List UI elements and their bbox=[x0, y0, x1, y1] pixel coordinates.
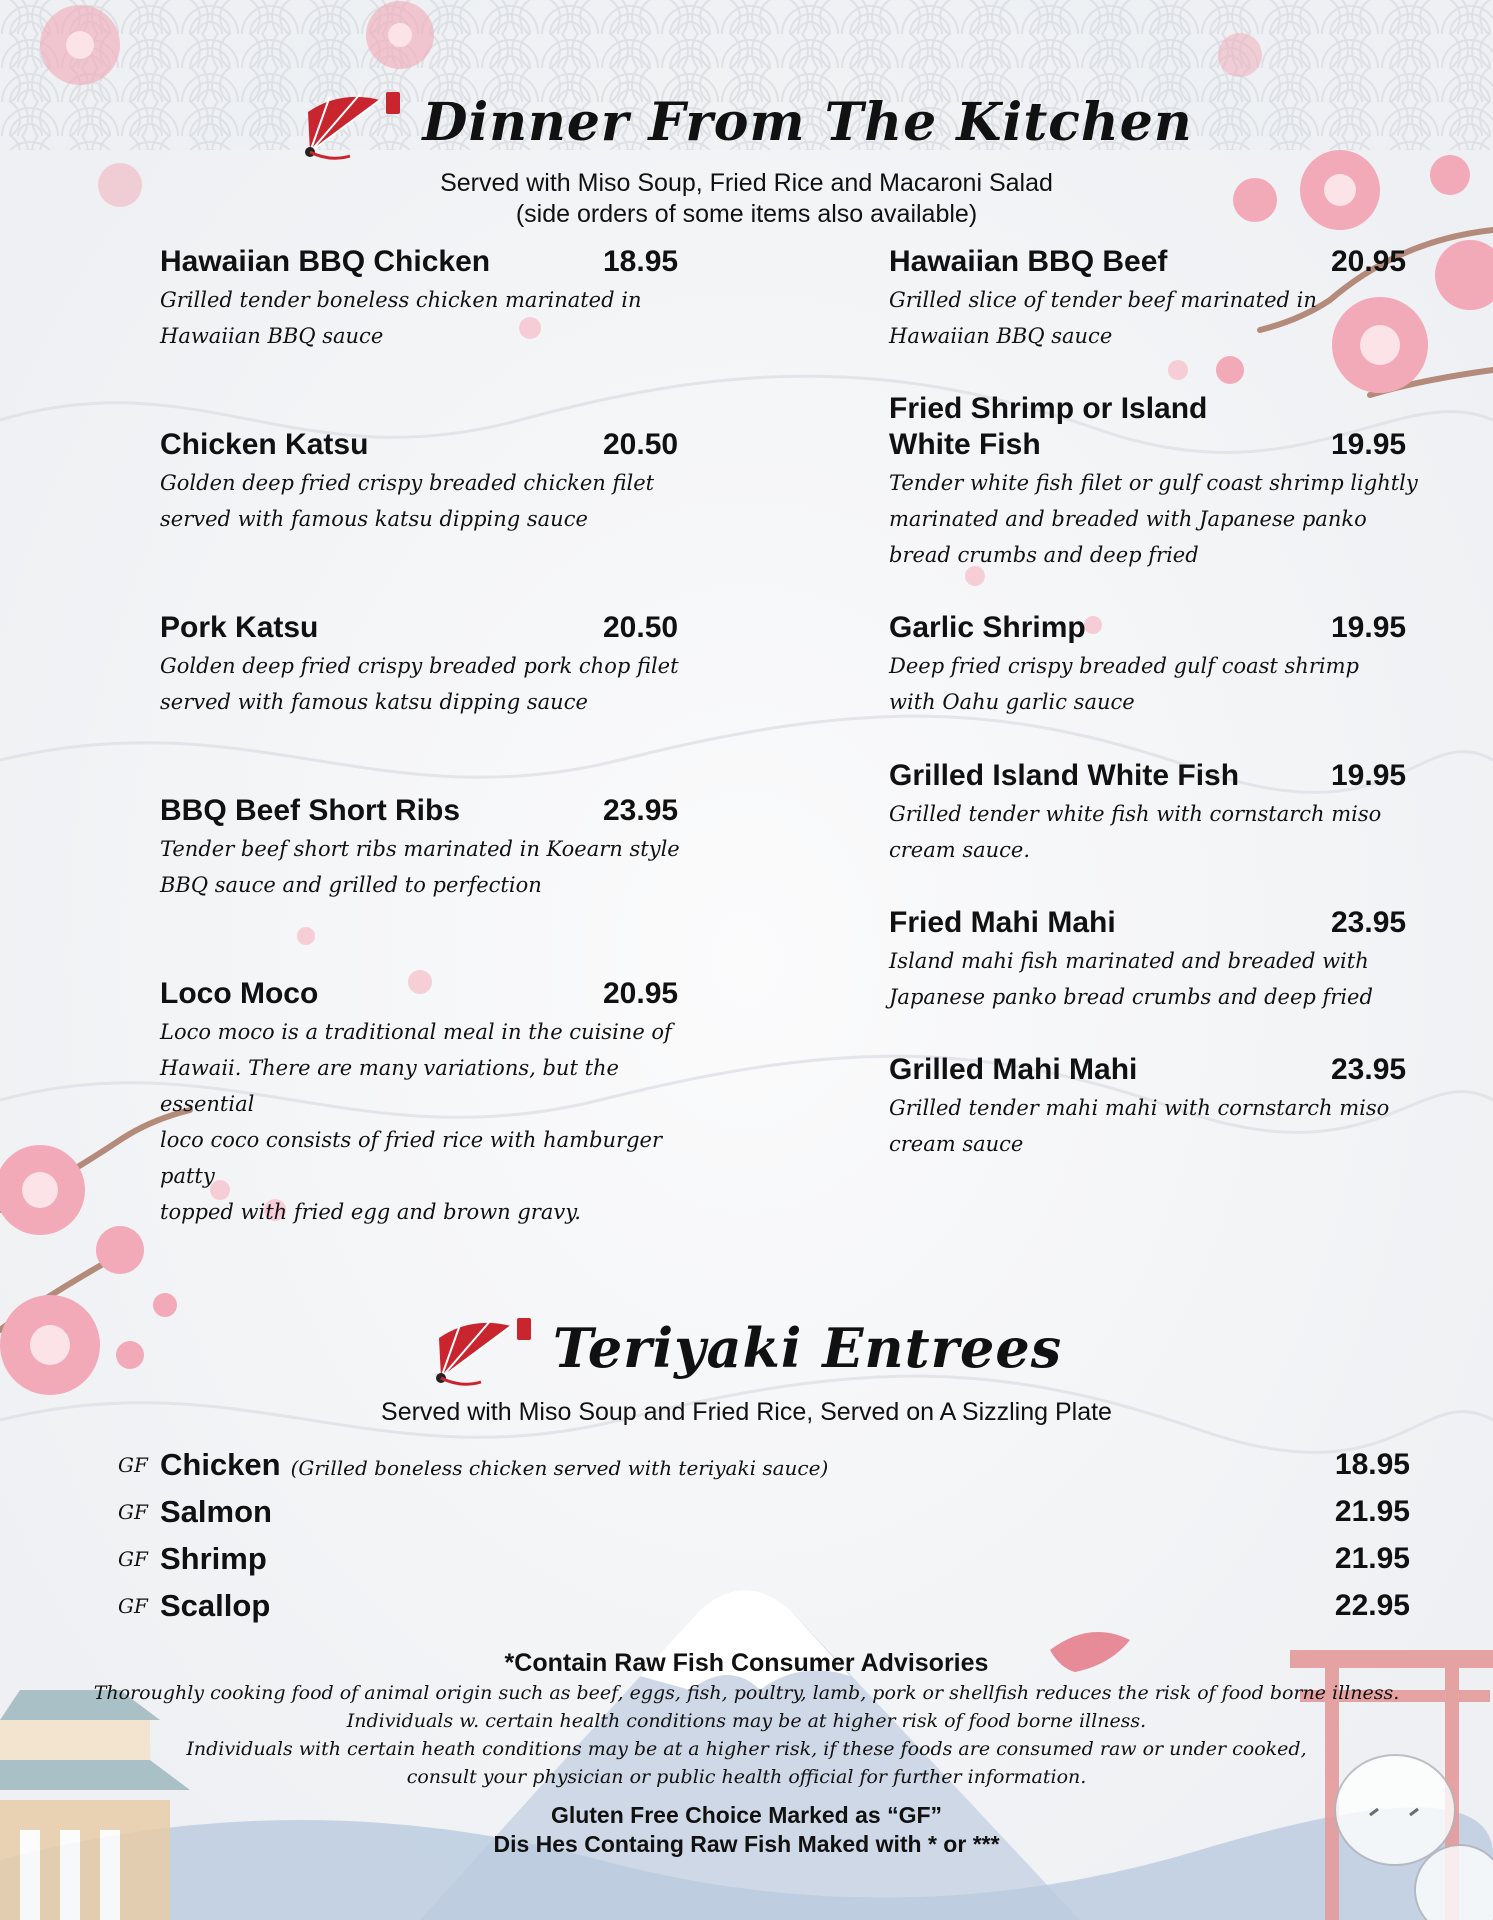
item-name-line-2: White Fish bbox=[889, 428, 1041, 461]
gf-badge: GF bbox=[118, 1547, 148, 1571]
desc-line: bread crumbs and deep fried bbox=[889, 543, 1199, 567]
menu-item bbox=[889, 610, 1409, 720]
item-description bbox=[889, 648, 1409, 720]
item-description bbox=[160, 648, 680, 720]
kitchen-title-text: Dinner From The Kitchen bbox=[422, 92, 1193, 153]
kitchen-subtitle-line-1: Served with Miso Soup, Fried Rice and Macaroni Salad bbox=[440, 169, 1053, 197]
teriyaki-item-note: (Grilled boneless chicken served with teriyaki sauce) bbox=[290, 1456, 829, 1480]
item-price: 19.95 bbox=[1331, 611, 1407, 644]
item-name: Pork Katsu bbox=[160, 611, 319, 644]
teriyaki-item-name: Shrimp bbox=[160, 1541, 267, 1576]
fan-icon bbox=[300, 92, 404, 162]
item-name: Fried Mahi Mahi bbox=[889, 906, 1116, 939]
item-price: 23.95 bbox=[603, 794, 679, 827]
item-price: 23.95 bbox=[1331, 906, 1407, 939]
desc-line: Golden deep fried crispy breaded chicken filet bbox=[160, 471, 655, 495]
item-name: Grilled Island White Fish bbox=[889, 759, 1240, 792]
item-description bbox=[889, 282, 1409, 354]
menu-item bbox=[160, 793, 680, 903]
desc-line: cream sauce bbox=[889, 1132, 1024, 1156]
teriyaki-item-price: 22.95 bbox=[1334, 1589, 1410, 1622]
desc-line: Hawaii. There are many variations, but the essential bbox=[160, 1056, 619, 1116]
kitchen-subtitle bbox=[0, 168, 1493, 230]
desc-line: Golden deep fried crispy breaded pork chop filet bbox=[160, 654, 679, 678]
teriyaki-item-price: 21.95 bbox=[1334, 1542, 1410, 1575]
fan-icon bbox=[431, 1318, 535, 1388]
item-price: 20.50 bbox=[603, 428, 679, 461]
item-name: Hawaiian BBQ Chicken bbox=[160, 245, 491, 278]
desc-line: Tender white fish filet or gulf coast shrimp lightly bbox=[889, 471, 1418, 495]
teriyaki-item-name: Salmon bbox=[160, 1494, 272, 1529]
teriyaki-item-name bbox=[160, 1445, 828, 1488]
item-price: 19.95 bbox=[1331, 759, 1407, 792]
desc-line: Grilled tender white fish with cornstarch miso bbox=[889, 802, 1382, 826]
menu-item bbox=[160, 427, 680, 537]
menu-item bbox=[889, 905, 1409, 1015]
item-price: 20.50 bbox=[603, 611, 679, 644]
gf-badge: GF bbox=[118, 1453, 148, 1477]
menu-item bbox=[889, 1052, 1409, 1162]
advisory-block bbox=[0, 1647, 1493, 1859]
item-name: BBQ Beef Short Ribs bbox=[160, 794, 461, 827]
desc-line: with Oahu garlic sauce bbox=[889, 690, 1135, 714]
item-name: Loco Moco bbox=[160, 977, 319, 1010]
menu-item bbox=[889, 758, 1409, 868]
teriyaki-item-name: Scallop bbox=[160, 1588, 271, 1623]
gf-note: Gluten Free Choice Marked as “GF” bbox=[550, 1802, 943, 1828]
item-name: Chicken Katsu bbox=[160, 428, 369, 461]
menu-item bbox=[160, 976, 700, 1230]
advisory-line: Thoroughly cooking food of animal origin such as beef, eggs, fish, poultry, lamb, pork or shellfish reduces the risk of food borne illness. bbox=[93, 1682, 1400, 1704]
item-name: Grilled Mahi Mahi bbox=[889, 1053, 1138, 1086]
gf-badge: GF bbox=[118, 1500, 148, 1524]
teriyaki-subtitle: Served with Miso Soup and Fried Rice, Served on A Sizzling Plate bbox=[381, 1398, 1112, 1426]
item-description bbox=[160, 282, 680, 354]
advisory-line: Individuals w. certain health conditions may be at higher risk of food borne illness. bbox=[346, 1710, 1147, 1732]
menu-item bbox=[889, 391, 1419, 573]
item-price: 19.95 bbox=[1331, 428, 1407, 461]
advisory-title: *Contain Raw Fish Consumer Advisories bbox=[504, 1649, 989, 1677]
item-description bbox=[160, 831, 680, 903]
desc-line: cream sauce. bbox=[889, 838, 1031, 862]
desc-line: Loco moco is a traditional meal in the cuisine of bbox=[160, 1020, 672, 1044]
item-description bbox=[889, 943, 1409, 1015]
item-price: 23.95 bbox=[1331, 1053, 1407, 1086]
teriyaki-item bbox=[118, 1539, 1410, 1583]
item-price: 20.95 bbox=[1331, 245, 1407, 278]
desc-line: Japanese panko bread crumbs and deep fried bbox=[889, 985, 1373, 1009]
menu-item bbox=[160, 244, 680, 354]
gf-badge: GF bbox=[118, 1594, 148, 1618]
teriyaki-item-price: 21.95 bbox=[1334, 1495, 1410, 1528]
desc-line: Island mahi fish marinated and breaded with bbox=[889, 949, 1369, 973]
teriyaki-item bbox=[118, 1492, 1410, 1536]
kitchen-subtitle-line-2: (side orders of some items also available) bbox=[515, 200, 978, 228]
raw-fish-note: Dis Hes Containg Raw Fish Maked with * or *** bbox=[493, 1831, 1000, 1857]
desc-line: served with famous katsu dipping sauce bbox=[160, 507, 588, 531]
item-name: Hawaiian BBQ Beef bbox=[889, 245, 1168, 278]
teriyaki-title-text: Teriyaki Entrees bbox=[552, 1316, 1063, 1380]
desc-line: Hawaiian BBQ sauce bbox=[889, 324, 1113, 348]
desc-line: topped with fried egg and brown gravy. bbox=[160, 1200, 581, 1224]
menu-item bbox=[889, 244, 1409, 354]
teriyaki-item-price: 18.95 bbox=[1334, 1448, 1410, 1481]
item-description bbox=[160, 1014, 700, 1230]
desc-line: Grilled slice of tender beef marinated in bbox=[889, 288, 1317, 312]
item-price: 20.95 bbox=[603, 977, 679, 1010]
advisory-line: Individuals with certain heath conditions may be at a higher risk, if these foods are consumed raw or under cooked, bbox=[186, 1738, 1307, 1760]
desc-line: served with famous katsu dipping sauce bbox=[160, 690, 588, 714]
teriyaki-name-text: Chicken bbox=[160, 1447, 281, 1482]
desc-line: Grilled tender mahi mahi with cornstarch miso bbox=[889, 1096, 1390, 1120]
desc-line: Hawaiian BBQ sauce bbox=[160, 324, 384, 348]
menu-item bbox=[160, 610, 680, 720]
desc-line: BBQ sauce and grilled to perfection bbox=[160, 873, 542, 897]
item-price: 18.95 bbox=[603, 245, 679, 278]
item-description bbox=[889, 465, 1419, 573]
teriyaki-item bbox=[118, 1445, 1410, 1489]
desc-line: Grilled tender boneless chicken marinated in bbox=[160, 288, 642, 312]
item-name: Fried Shrimp or Island bbox=[889, 392, 1208, 425]
desc-line: Deep fried crispy breaded gulf coast shrimp bbox=[889, 654, 1359, 678]
desc-line: marinated and breaded with Japanese panko bbox=[889, 507, 1367, 531]
item-description bbox=[889, 1090, 1409, 1162]
desc-line: Tender beef short ribs marinated in Koearn style bbox=[160, 837, 680, 861]
item-description bbox=[889, 796, 1409, 868]
item-description bbox=[160, 465, 680, 537]
kitchen-title bbox=[0, 88, 1493, 162]
desc-line: loco coco consists of fried rice with hamburger patty bbox=[160, 1128, 663, 1188]
teriyaki-title bbox=[0, 1312, 1493, 1388]
teriyaki-item bbox=[118, 1586, 1410, 1630]
item-name: Garlic Shrimp bbox=[889, 611, 1086, 644]
advisory-line: consult your physician or public health official for further information. bbox=[406, 1766, 1087, 1788]
